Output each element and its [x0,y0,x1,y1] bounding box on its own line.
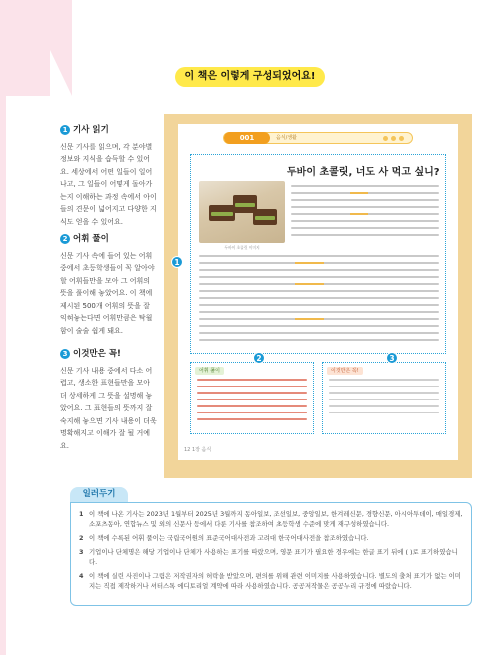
section-key-points [60,348,158,452]
key-points-label: 이것만은 꼭! [327,367,363,375]
callout-marker-3: 3 [386,352,398,364]
note-item: 1 이 책에 나온 기사는 2023년 1월부터 2025년 3월까지 동아일보, 조선일보, 중앙일보, 한겨레신문, 경향신문, 아시아투데이, 매일경제, 소포츠동아, 연합뉴스 및 외의 신문사 등에서 다룬 기사를 참조하여 초등학생 수준에 맞게 재구성하였습니다. [79,510,463,528]
lesson-dots-decoration [383,136,404,141]
key-points-box [322,362,446,434]
page-footer: 12 1장 음식 [184,447,212,453]
section-number-badge: 1 [60,125,70,135]
section-body: 신문 기사를 읽으며, 각 분야별 정보와 지식을 습득할 수 있어요. 세상에서 어떤 일들이 일어나고, 그 일들이 어떻게 돌아가는지 이해하는 과정 속에서 아이들의 견문이 넓어지고 다양한 지식도 얻을 수 있어요. [60,142,157,226]
callout-marker-2: 2 [253,352,265,364]
side-stripe-decoration [0,96,6,655]
sample-page-preview [164,114,472,478]
section-body: 신문 기사 내용 중에서 다소 어렵고, 생소한 표현들만을 모아 더 상세하게 그 뜻을 설명해 놓았어요. 그 표현들의 뜻까지 잘 숙지해 놓으면 기사 내용이 더욱 명확해지고 이해가 잘 될 거예요. [60,366,157,450]
vocab-box [190,362,314,434]
page-title: 이 책은 이렇게 구성되었어요! [175,67,325,87]
note-item: 3 기업이나 단체명은 해당 기업이나 단체가 사용하는 표기를 따랐으며, 영문 표기가 필요한 경우에는 한글 표기 뒤에 ( )로 표기하였습니다. [79,548,458,566]
photo-caption: 두바이 초콜릿 이미지 [224,245,260,250]
section-number-badge: 3 [60,349,70,359]
note-item: 2 이 책에 수록된 어휘 풀이는 국립국어원의 표준국어대사전과 고려대 한국어대사전을 참조하였습니다. [79,534,369,542]
article-text-lines [199,255,439,346]
note-item: 4 이 책에 실린 사진이나 그림은 저작권자의 허락을 받았으며, 편의를 위해 관련 이미지를 사용하였습니다. 별도의 출처 표기가 없는 이미지는 직접 제작하거나 셔터스톡 에디토리얼 계약에 따라 사용하였습니다. 공공저작물은 공공누리 규정에 따랐습니다. [79,572,461,590]
section-vocabulary [60,233,158,337]
callout-marker-1: 1 [171,256,183,268]
notes-box [70,502,472,606]
article-title: 두바이 초콜릿, 너도 사 먹고 싶니? [287,167,440,178]
section-article-reading [60,124,158,228]
article-text-lines [291,185,439,241]
section-heading: 기사 읽기 [73,125,109,135]
corner-tab-decoration [0,0,72,96]
section-heading: 이것만은 꼭! [73,349,121,359]
vocab-label: 어휘 풀이 [195,367,224,375]
article-photo [199,181,285,243]
section-heading: 어휘 풀이 [73,234,109,244]
lesson-number: 001 [224,132,270,144]
section-number-badge: 2 [60,234,70,244]
lesson-tag: 음식/생활 [276,135,298,141]
article-area [190,154,446,354]
lesson-header [223,132,413,144]
notes-title: 일러두기 [70,487,128,502]
section-body: 신문 기사 속에 들어 있는 어휘 중에서 초등학생들이 꼭 알아야 할 어휘들만을 모아 그 어휘의 뜻을 풀이해 놓았어요. 이 책에 제시된 500개 어휘의 뜻을 잘 익혀놓는다면 어휘만큼은 탁월함이 술술 쉽게 돼요. [60,251,155,335]
